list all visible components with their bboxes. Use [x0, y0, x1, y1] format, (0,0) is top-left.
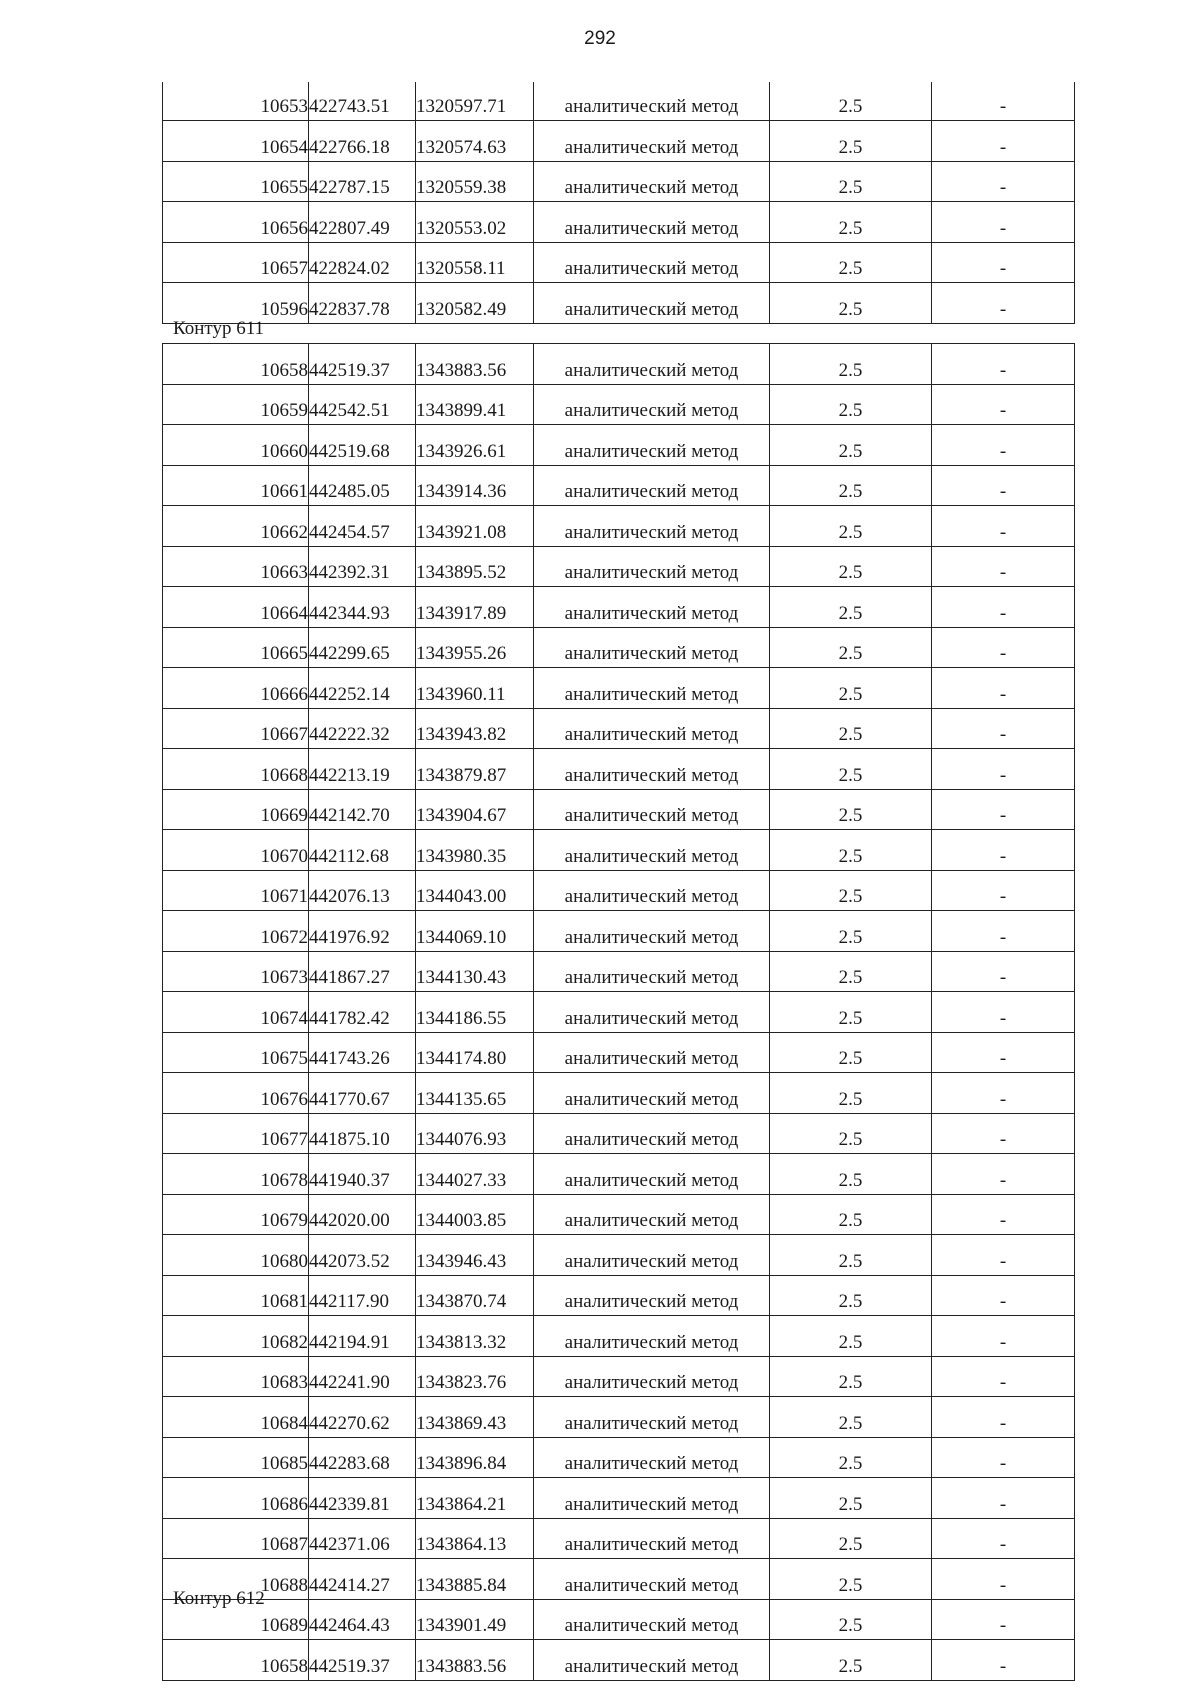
x-coordinate-cell: 441743.26	[309, 1032, 416, 1073]
accuracy-cell: 2.5	[770, 1275, 932, 1316]
method-cell: аналитический метод	[534, 870, 770, 911]
x-coordinate-cell: 442194.91	[309, 1316, 416, 1357]
y-coordinate-cell: 1343870.74	[416, 1275, 534, 1316]
table-row	[163, 1113, 1075, 1154]
point-number-cell: 10658	[163, 344, 309, 385]
accuracy-cell: 2.5	[770, 82, 932, 121]
point-number-cell: 10677	[163, 1113, 309, 1154]
contour-label-611: Контур 611	[173, 318, 264, 339]
y-coordinate-cell: 1343883.56	[416, 344, 534, 385]
point-number-cell: 10653	[163, 82, 309, 121]
y-coordinate-cell: 1343960.11	[416, 668, 534, 709]
method-cell: аналитический метод	[534, 627, 770, 668]
accuracy-cell: 2.5	[770, 992, 932, 1033]
method-cell: аналитический метод	[534, 1518, 770, 1559]
method-cell: аналитический метод	[534, 789, 770, 830]
point-number-cell: 10684	[163, 1397, 309, 1438]
y-coordinate-cell: 1343813.32	[416, 1316, 534, 1357]
table-row	[163, 1194, 1075, 1235]
accuracy-cell: 2.5	[770, 668, 932, 709]
table-row	[163, 1073, 1075, 1114]
y-coordinate-cell: 1343914.36	[416, 465, 534, 506]
table-row	[163, 708, 1075, 749]
description-cell: -	[932, 1559, 1075, 1600]
y-coordinate-cell: 1343883.56	[416, 1640, 534, 1681]
y-coordinate-cell: 1320574.63	[416, 121, 534, 162]
method-cell: аналитический метод	[534, 344, 770, 385]
point-number-cell: 10666	[163, 668, 309, 709]
description-cell: -	[932, 708, 1075, 749]
method-cell: аналитический метод	[534, 587, 770, 628]
y-coordinate-cell: 1343895.52	[416, 546, 534, 587]
description-cell: -	[932, 283, 1075, 324]
x-coordinate-cell: 422766.18	[309, 121, 416, 162]
y-coordinate-cell: 1344003.85	[416, 1194, 534, 1235]
description-cell: -	[932, 1316, 1075, 1357]
accuracy-cell: 2.5	[770, 627, 932, 668]
point-number-cell: 10681	[163, 1275, 309, 1316]
description-cell: -	[932, 749, 1075, 790]
coordinates-table-contour-611	[162, 343, 1075, 1681]
table-row	[163, 82, 1075, 121]
description-cell: -	[932, 1640, 1075, 1681]
table-row	[163, 749, 1075, 790]
method-cell: аналитический метод	[534, 384, 770, 425]
description-cell: -	[932, 1154, 1075, 1195]
accuracy-cell: 2.5	[770, 121, 932, 162]
x-coordinate-cell: 442270.62	[309, 1397, 416, 1438]
accuracy-cell: 2.5	[770, 546, 932, 587]
y-coordinate-cell: 1343955.26	[416, 627, 534, 668]
table-row	[163, 546, 1075, 587]
x-coordinate-cell: 422837.78	[309, 283, 416, 324]
accuracy-cell: 2.5	[770, 911, 932, 952]
method-cell: аналитический метод	[534, 749, 770, 790]
point-number-cell: 10660	[163, 425, 309, 466]
method-cell: аналитический метод	[534, 1397, 770, 1438]
y-coordinate-cell: 1343943.82	[416, 708, 534, 749]
y-coordinate-cell: 1344027.33	[416, 1154, 534, 1195]
description-cell: -	[932, 1356, 1075, 1397]
method-cell: аналитический метод	[534, 1478, 770, 1519]
y-coordinate-cell: 1343980.35	[416, 830, 534, 871]
description-cell: -	[932, 1478, 1075, 1519]
y-coordinate-cell: 1320559.38	[416, 161, 534, 202]
point-number-cell: 10686	[163, 1478, 309, 1519]
x-coordinate-cell: 442241.90	[309, 1356, 416, 1397]
table-row	[163, 789, 1075, 830]
table-row	[163, 283, 1075, 324]
description-cell: -	[932, 789, 1075, 830]
table-row	[163, 242, 1075, 283]
point-number-cell: 10654	[163, 121, 309, 162]
y-coordinate-cell: 1343885.84	[416, 1559, 534, 1600]
point-number-cell: 10683	[163, 1356, 309, 1397]
point-number-cell: 10657	[163, 242, 309, 283]
description-cell: -	[932, 992, 1075, 1033]
accuracy-cell: 2.5	[770, 1559, 932, 1600]
y-coordinate-cell: 1344130.43	[416, 951, 534, 992]
table-row	[163, 1032, 1075, 1073]
point-number-cell: 10655	[163, 161, 309, 202]
method-cell: аналитический метод	[534, 121, 770, 162]
table-row	[163, 951, 1075, 992]
y-coordinate-cell: 1343926.61	[416, 425, 534, 466]
method-cell: аналитический метод	[534, 1235, 770, 1276]
x-coordinate-cell: 441782.42	[309, 992, 416, 1033]
table-row	[163, 121, 1075, 162]
table-row	[163, 1559, 1075, 1600]
description-cell: -	[932, 668, 1075, 709]
accuracy-cell: 2.5	[770, 506, 932, 547]
y-coordinate-cell: 1343896.84	[416, 1437, 534, 1478]
x-coordinate-cell: 442519.37	[309, 1640, 416, 1681]
method-cell: аналитический метод	[534, 1032, 770, 1073]
x-coordinate-cell: 422807.49	[309, 202, 416, 243]
accuracy-cell: 2.5	[770, 283, 932, 324]
point-number-cell: 10687	[163, 1518, 309, 1559]
accuracy-cell: 2.5	[770, 951, 932, 992]
point-number-cell: 10659	[163, 384, 309, 425]
accuracy-cell: 2.5	[770, 870, 932, 911]
accuracy-cell: 2.5	[770, 1073, 932, 1114]
table-row	[163, 1356, 1075, 1397]
x-coordinate-cell: 442020.00	[309, 1194, 416, 1235]
method-cell: аналитический метод	[534, 506, 770, 547]
description-cell: -	[932, 627, 1075, 668]
accuracy-cell: 2.5	[770, 1032, 932, 1073]
description-cell: -	[932, 870, 1075, 911]
description-cell: -	[932, 1113, 1075, 1154]
method-cell: аналитический метод	[534, 283, 770, 324]
x-coordinate-cell: 442519.68	[309, 425, 416, 466]
x-coordinate-cell: 422824.02	[309, 242, 416, 283]
description-cell: -	[932, 1518, 1075, 1559]
accuracy-cell: 2.5	[770, 1113, 932, 1154]
page-number: 292	[584, 28, 616, 49]
x-coordinate-cell: 442299.65	[309, 627, 416, 668]
point-number-cell: 10662	[163, 506, 309, 547]
accuracy-cell: 2.5	[770, 384, 932, 425]
x-coordinate-cell: 441867.27	[309, 951, 416, 992]
point-number-cell: 10596	[163, 283, 309, 324]
table-row	[163, 1316, 1075, 1357]
description-cell: -	[932, 121, 1075, 162]
accuracy-cell: 2.5	[770, 1640, 932, 1681]
method-cell: аналитический метод	[534, 1599, 770, 1640]
y-coordinate-cell: 1343869.43	[416, 1397, 534, 1438]
y-coordinate-cell: 1344043.00	[416, 870, 534, 911]
x-coordinate-cell: 442076.13	[309, 870, 416, 911]
method-cell: аналитический метод	[534, 668, 770, 709]
point-number-cell: 10679	[163, 1194, 309, 1235]
x-coordinate-cell: 441976.92	[309, 911, 416, 952]
method-cell: аналитический метод	[534, 992, 770, 1033]
description-cell: -	[932, 1194, 1075, 1235]
x-coordinate-cell: 441770.67	[309, 1073, 416, 1114]
x-coordinate-cell: 441940.37	[309, 1154, 416, 1195]
accuracy-cell: 2.5	[770, 1194, 932, 1235]
method-cell: аналитический метод	[534, 202, 770, 243]
table-row	[163, 668, 1075, 709]
point-number-cell: 10678	[163, 1154, 309, 1195]
x-coordinate-cell: 442283.68	[309, 1437, 416, 1478]
table-row	[163, 830, 1075, 871]
y-coordinate-cell: 1343864.13	[416, 1518, 534, 1559]
accuracy-cell: 2.5	[770, 1437, 932, 1478]
method-cell: аналитический метод	[534, 951, 770, 992]
x-coordinate-cell: 442371.06	[309, 1518, 416, 1559]
x-coordinate-cell: 442392.31	[309, 546, 416, 587]
point-number-cell: 10672	[163, 911, 309, 952]
point-number-cell: 10670	[163, 830, 309, 871]
point-number-cell: 10667	[163, 708, 309, 749]
x-coordinate-cell: 442542.51	[309, 384, 416, 425]
method-cell: аналитический метод	[534, 161, 770, 202]
y-coordinate-cell: 1343946.43	[416, 1235, 534, 1276]
method-cell: аналитический метод	[534, 1275, 770, 1316]
point-number-cell: 10674	[163, 992, 309, 1033]
x-coordinate-cell: 422743.51	[309, 82, 416, 121]
y-coordinate-cell: 1343921.08	[416, 506, 534, 547]
accuracy-cell: 2.5	[770, 1518, 932, 1559]
table-row	[163, 992, 1075, 1033]
table-row	[163, 870, 1075, 911]
x-coordinate-cell: 442339.81	[309, 1478, 416, 1519]
x-coordinate-cell: 442454.57	[309, 506, 416, 547]
point-number-cell: 10676	[163, 1073, 309, 1114]
point-number-cell: 10689	[163, 1599, 309, 1640]
description-cell: -	[932, 384, 1075, 425]
description-cell: -	[932, 425, 1075, 466]
accuracy-cell: 2.5	[770, 425, 932, 466]
accuracy-cell: 2.5	[770, 1316, 932, 1357]
description-cell: -	[932, 1397, 1075, 1438]
accuracy-cell: 2.5	[770, 344, 932, 385]
point-number-cell: 10661	[163, 465, 309, 506]
table-row	[163, 161, 1075, 202]
table-row	[163, 1275, 1075, 1316]
description-cell: -	[932, 587, 1075, 628]
y-coordinate-cell: 1343904.67	[416, 789, 534, 830]
table-row	[163, 425, 1075, 466]
method-cell: аналитический метод	[534, 1073, 770, 1114]
x-coordinate-cell: 442213.19	[309, 749, 416, 790]
method-cell: аналитический метод	[534, 1437, 770, 1478]
method-cell: аналитический метод	[534, 911, 770, 952]
x-coordinate-cell: 442073.52	[309, 1235, 416, 1276]
table-row	[163, 384, 1075, 425]
accuracy-cell: 2.5	[770, 161, 932, 202]
description-cell: -	[932, 951, 1075, 992]
coordinates-table-continued	[162, 82, 1075, 324]
table-row	[163, 465, 1075, 506]
point-number-cell: 10671	[163, 870, 309, 911]
method-cell: аналитический метод	[534, 1154, 770, 1195]
y-coordinate-cell: 1343917.89	[416, 587, 534, 628]
description-cell: -	[932, 82, 1075, 121]
description-cell: -	[932, 242, 1075, 283]
table-row	[163, 1397, 1075, 1438]
point-number-cell: 10665	[163, 627, 309, 668]
description-cell: -	[932, 161, 1075, 202]
point-number-cell: 10673	[163, 951, 309, 992]
x-coordinate-cell: 441875.10	[309, 1113, 416, 1154]
description-cell: -	[932, 506, 1075, 547]
y-coordinate-cell: 1343879.87	[416, 749, 534, 790]
point-number-cell: 10680	[163, 1235, 309, 1276]
method-cell: аналитический метод	[534, 546, 770, 587]
description-cell: -	[932, 1437, 1075, 1478]
y-coordinate-cell: 1344069.10	[416, 911, 534, 952]
description-cell: -	[932, 202, 1075, 243]
point-number-cell: 10656	[163, 202, 309, 243]
accuracy-cell: 2.5	[770, 242, 932, 283]
y-coordinate-cell: 1344186.55	[416, 992, 534, 1033]
table-row	[163, 1437, 1075, 1478]
accuracy-cell: 2.5	[770, 202, 932, 243]
point-number-cell: 10663	[163, 546, 309, 587]
table-row	[163, 1518, 1075, 1559]
y-coordinate-cell: 1344135.65	[416, 1073, 534, 1114]
description-cell: -	[932, 911, 1075, 952]
description-cell: -	[932, 1032, 1075, 1073]
table-row	[163, 1640, 1075, 1681]
accuracy-cell: 2.5	[770, 789, 932, 830]
x-coordinate-cell: 442142.70	[309, 789, 416, 830]
table-row	[163, 587, 1075, 628]
point-number-cell: 10669	[163, 789, 309, 830]
accuracy-cell: 2.5	[770, 1356, 932, 1397]
point-number-cell: 10664	[163, 587, 309, 628]
x-coordinate-cell: 442117.90	[309, 1275, 416, 1316]
accuracy-cell: 2.5	[770, 749, 932, 790]
accuracy-cell: 2.5	[770, 1599, 932, 1640]
method-cell: аналитический метод	[534, 242, 770, 283]
method-cell: аналитический метод	[534, 1559, 770, 1600]
table-row	[163, 911, 1075, 952]
x-coordinate-cell: 442519.37	[309, 344, 416, 385]
table-row	[163, 344, 1075, 385]
method-cell: аналитический метод	[534, 465, 770, 506]
accuracy-cell: 2.5	[770, 1478, 932, 1519]
x-coordinate-cell: 442485.05	[309, 465, 416, 506]
table-row	[163, 1235, 1075, 1276]
accuracy-cell: 2.5	[770, 587, 932, 628]
x-coordinate-cell: 442414.27	[309, 1559, 416, 1600]
y-coordinate-cell: 1320558.11	[416, 242, 534, 283]
y-coordinate-cell: 1344174.80	[416, 1032, 534, 1073]
accuracy-cell: 2.5	[770, 1235, 932, 1276]
method-cell: аналитический метод	[534, 1316, 770, 1357]
y-coordinate-cell: 1343823.76	[416, 1356, 534, 1397]
y-coordinate-cell: 1320597.71	[416, 82, 534, 121]
table-row	[163, 1478, 1075, 1519]
y-coordinate-cell: 1343864.21	[416, 1478, 534, 1519]
point-number-cell: 10675	[163, 1032, 309, 1073]
method-cell: аналитический метод	[534, 1356, 770, 1397]
point-number-cell: 10688	[163, 1559, 309, 1600]
table-row	[163, 1154, 1075, 1195]
table-row	[163, 202, 1075, 243]
point-number-cell: 10682	[163, 1316, 309, 1357]
description-cell: -	[932, 344, 1075, 385]
description-cell: -	[932, 1599, 1075, 1640]
y-coordinate-cell: 1343901.49	[416, 1599, 534, 1640]
x-coordinate-cell: 422787.15	[309, 161, 416, 202]
contour-label-612: Контур 612	[173, 1588, 265, 1609]
table-row	[163, 1599, 1075, 1640]
method-cell: аналитический метод	[534, 1640, 770, 1681]
x-coordinate-cell: 442344.93	[309, 587, 416, 628]
description-cell: -	[932, 1073, 1075, 1114]
accuracy-cell: 2.5	[770, 708, 932, 749]
x-coordinate-cell: 442222.32	[309, 708, 416, 749]
description-cell: -	[932, 1235, 1075, 1276]
description-cell: -	[932, 546, 1075, 587]
method-cell: аналитический метод	[534, 830, 770, 871]
description-cell: -	[932, 465, 1075, 506]
x-coordinate-cell: 442464.43	[309, 1599, 416, 1640]
method-cell: аналитический метод	[534, 1113, 770, 1154]
table-row	[163, 627, 1075, 668]
description-cell: -	[932, 1275, 1075, 1316]
point-number-cell: 10668	[163, 749, 309, 790]
method-cell: аналитический метод	[534, 1194, 770, 1235]
y-coordinate-cell: 1344076.93	[416, 1113, 534, 1154]
accuracy-cell: 2.5	[770, 1154, 932, 1195]
x-coordinate-cell: 442252.14	[309, 668, 416, 709]
y-coordinate-cell: 1343899.41	[416, 384, 534, 425]
point-number-cell: 10658	[163, 1640, 309, 1681]
method-cell: аналитический метод	[534, 82, 770, 121]
description-cell: -	[932, 830, 1075, 871]
y-coordinate-cell: 1320582.49	[416, 283, 534, 324]
accuracy-cell: 2.5	[770, 465, 932, 506]
point-number-cell: 10685	[163, 1437, 309, 1478]
x-coordinate-cell: 442112.68	[309, 830, 416, 871]
method-cell: аналитический метод	[534, 708, 770, 749]
y-coordinate-cell: 1320553.02	[416, 202, 534, 243]
accuracy-cell: 2.5	[770, 1397, 932, 1438]
table-row	[163, 506, 1075, 547]
method-cell: аналитический метод	[534, 425, 770, 466]
accuracy-cell: 2.5	[770, 830, 932, 871]
